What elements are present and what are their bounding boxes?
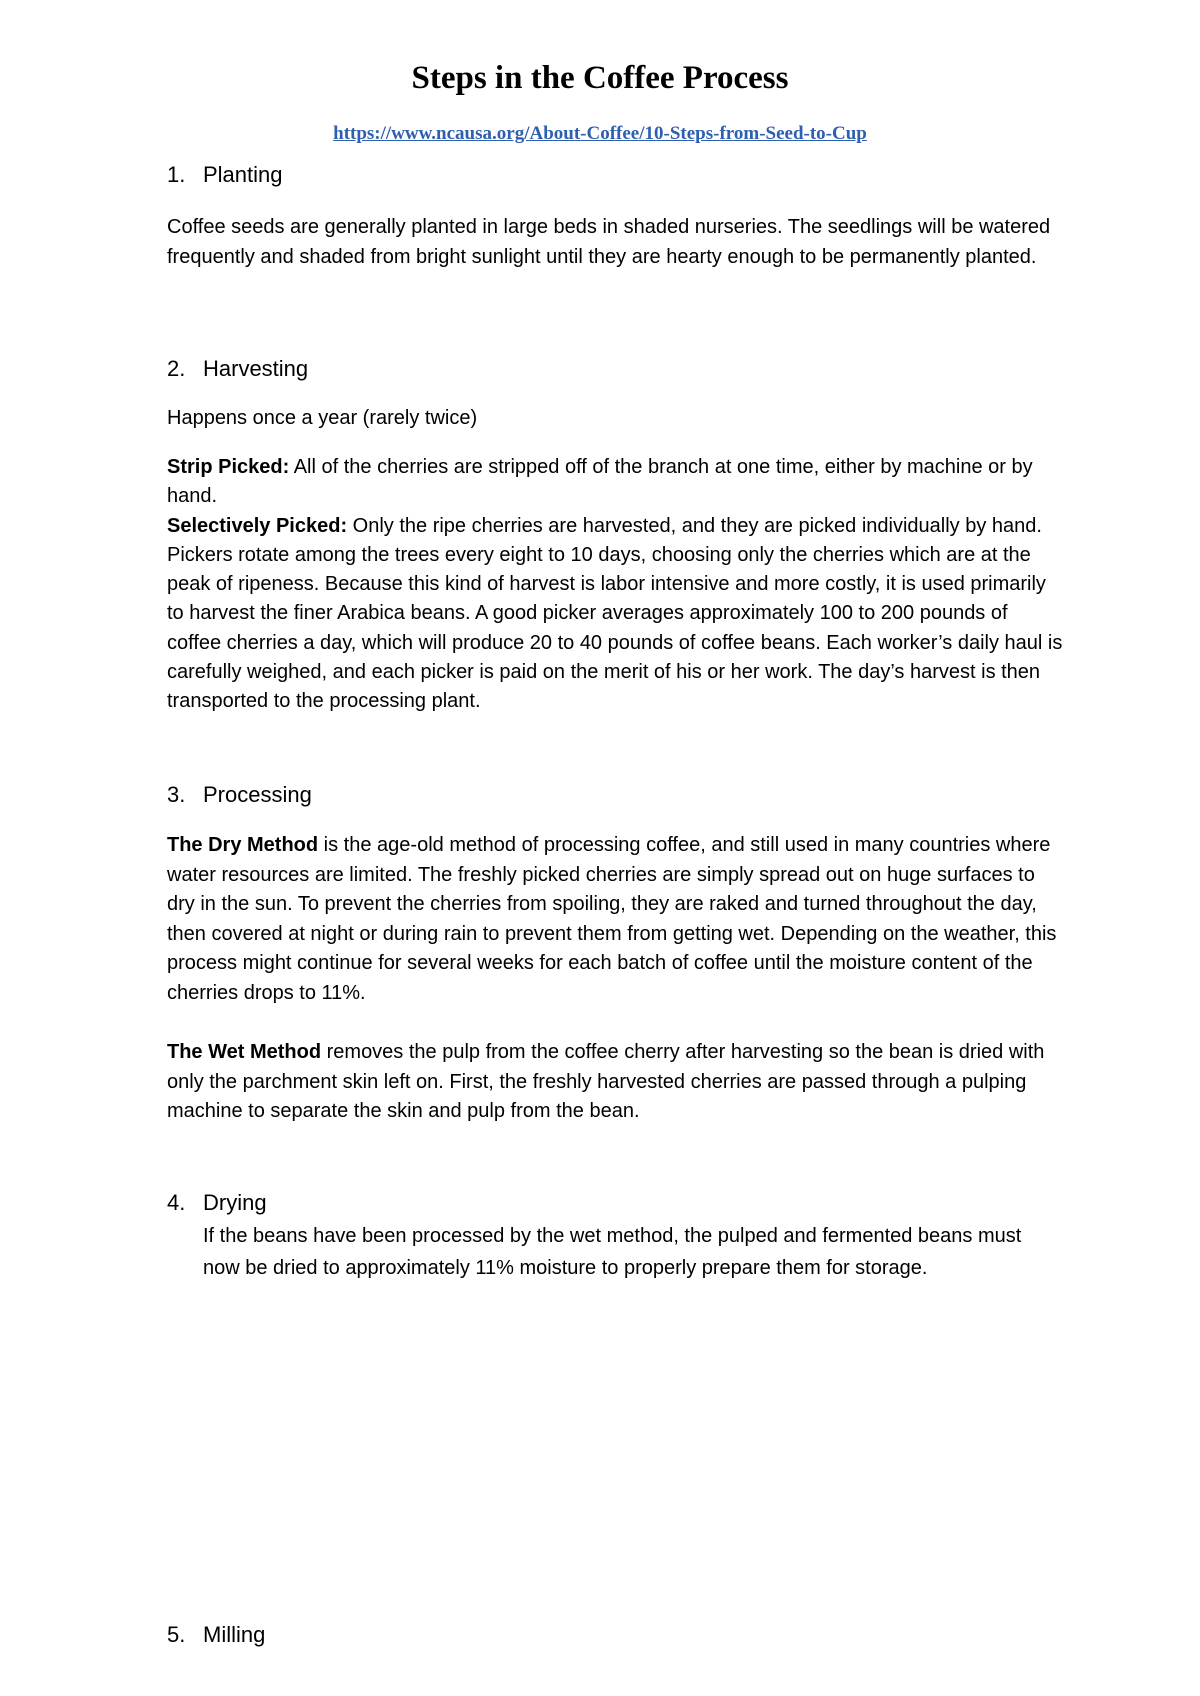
section-heading-label: Milling (203, 1622, 266, 1647)
section-heading-milling (167, 1620, 265, 1650)
planting-paragraph: Coffee seeds are generally planted in large beds in shaded nurseries. The seedlings will be watered frequently and shaded from bright sunlight until they are hearty enough to be permanently planted. (167, 216, 1051, 268)
dry-method-text: is the age-old method of processing coffee, and still used in many countries where water resources are limited. The freshly picked cherries are simply spread out on huge surfaces to dry in the sun. To prevent the cherries from spoiling, they are raked and turned throughout the day, then covered at night or during rain to prevent them from getting wet. Depending on the weather, this process might continue for several weeks for each batch of coffee until the moisture content of the cherries drops to 11%. (167, 834, 1057, 1004)
section-number: 4. (167, 1190, 186, 1215)
dry-method-paragraph (167, 831, 1067, 1008)
section-heading-drying (167, 1188, 267, 1218)
harvesting-intro: Happens once a year (rarely twice) (167, 407, 478, 429)
strip-picked-label: Strip Picked: (167, 456, 290, 478)
selectively-picked-paragraph (167, 512, 1067, 717)
selectively-picked-label: Selectively Picked: (167, 514, 348, 537)
section-heading-label: Harvesting (203, 356, 309, 381)
section-heading-harvesting (167, 354, 308, 384)
wet-method-label: The Wet Method (167, 1041, 322, 1063)
document-title: Steps in the Coffee Process (411, 60, 789, 96)
harvesting-methods (167, 453, 1067, 717)
section-number: 5. (167, 1622, 186, 1647)
section-heading-processing (167, 780, 312, 810)
drying-paragraph: If the beans have been processed by the wet method, the pulped and fermented beans must now be dried to approximately 11% moisture to properly prepare them for storage. (203, 1225, 1022, 1279)
section-heading-label: Drying (203, 1190, 267, 1215)
source-link[interactable]: https://www.ncausa.org/About-Coffee/10-Steps-from-Seed-to-Cup (333, 123, 867, 144)
section-heading-planting (167, 160, 283, 190)
section-heading-label: Processing (203, 782, 312, 807)
strip-picked-text: All of the cherries are stripped off of the branch at one time, either by machine or by hand. (167, 456, 1033, 508)
strip-picked-paragraph (167, 453, 1067, 512)
section-number: 2. (167, 356, 186, 381)
dry-method-label: The Dry Method (167, 834, 319, 856)
section-number: 1. (167, 162, 186, 187)
selectively-picked-text: Only the ripe cherries are harvested, and they are picked individually by hand. Pickers rotate among the trees every eight to 10 days, choosing only the cherries which are at the peak of ripeness. Because this kind of harvest is labor intensive and more costly, it is used primarily to harvest the finer Arabica beans. A good picker averages approximately 100 to 200 pounds of coffee cherries a day, which will produce 20 to 40 pounds of coffee beans. Each worker’s daily haul is carefully weighed, and each picker is paid on the merit of his or her work. The day’s harvest is then transported to the processing plant. (167, 514, 1063, 713)
section-heading-label: Planting (203, 162, 283, 187)
wet-method-paragraph (167, 1038, 1067, 1127)
wet-method-text: removes the pulp from the coffee cherry after harvesting so the bean is dried with only the parchment skin left on. First, the freshly harvested cherries are passed through a pulping machine to separate the skin and pulp from the bean. (167, 1041, 1045, 1122)
section-number: 3. (167, 782, 186, 807)
